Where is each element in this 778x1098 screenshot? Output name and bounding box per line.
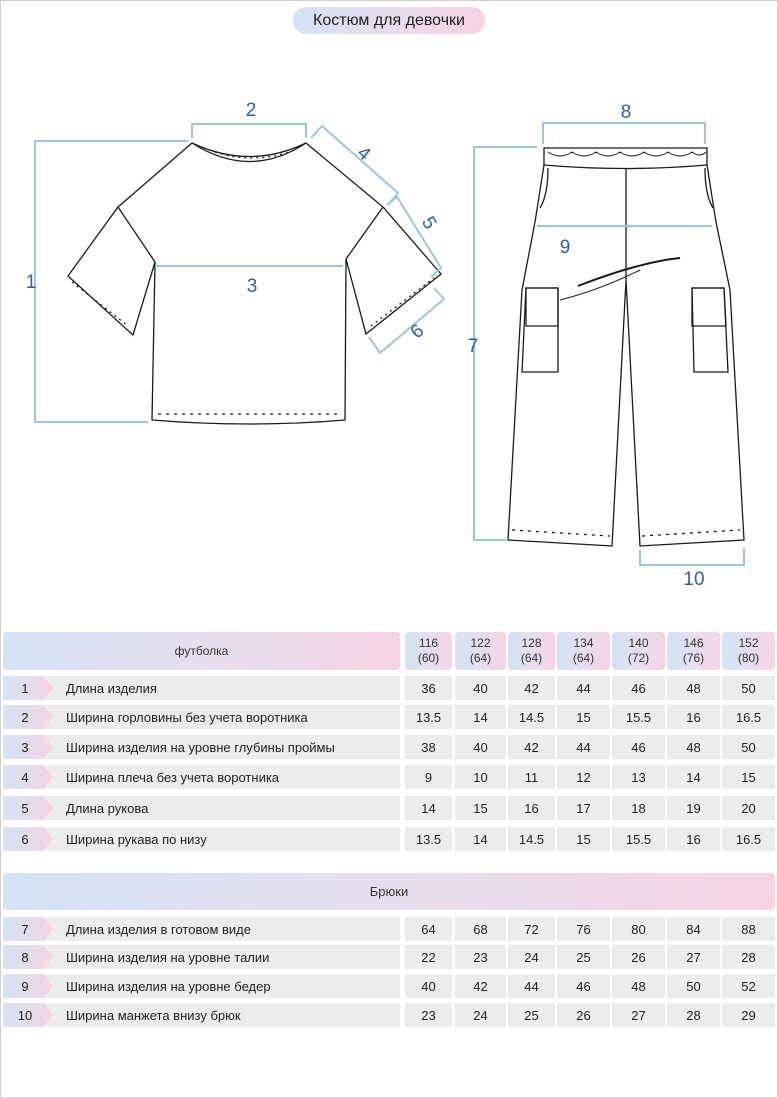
row-label: Ширина изделия на уровне бедер: [3, 974, 400, 998]
row-number-tab: [3, 827, 53, 851]
table-cell: 52: [722, 974, 775, 998]
table-cell: 44: [508, 974, 555, 998]
row-number-tab: [3, 974, 53, 998]
size-chest: (80): [737, 651, 760, 665]
size-chest: (64): [469, 651, 492, 665]
table-cell: 26: [557, 1003, 610, 1027]
row-number-tab: [3, 917, 53, 941]
row-label: Длина изделия: [3, 676, 400, 700]
table-cell: 24: [455, 1003, 506, 1027]
tshirt-table-header: футболка: [3, 632, 400, 670]
table-cell: 40: [405, 974, 452, 998]
size-chest: (76): [682, 651, 705, 665]
table-cell: 14: [667, 765, 720, 789]
dim-label-6: 6: [406, 320, 429, 344]
table-cell: 25: [508, 1003, 555, 1027]
table-cell: 16: [667, 705, 720, 729]
row-label: Ширина горловины без учета воротника: [3, 705, 400, 729]
row-label: Длина изделия в готовом виде: [3, 917, 400, 941]
table-cell: 27: [667, 945, 720, 969]
table-cell: 14.5: [508, 827, 555, 851]
size-height: 146: [683, 636, 704, 650]
table-cell: 14: [455, 827, 506, 851]
table-cell: 20: [722, 796, 775, 820]
row-number-tab: [3, 676, 53, 700]
table-cell: 40: [455, 676, 506, 700]
size-header: [455, 632, 506, 670]
dim-label-7: 7: [467, 336, 479, 357]
size-header: [612, 632, 665, 670]
dim-label-3: 3: [246, 276, 258, 297]
table-cell: 40: [455, 735, 506, 759]
table-cell: 15: [722, 765, 775, 789]
table-cell: 84: [667, 917, 720, 941]
row-number: 6: [21, 831, 29, 847]
row-number-tab: [3, 735, 53, 759]
table-cell: 13.5: [405, 827, 452, 851]
table-cell: 12: [557, 765, 610, 789]
table-cell: 48: [667, 735, 720, 759]
table-cell: 16.5: [722, 827, 775, 851]
table-cell: 25: [557, 945, 610, 969]
row-number: 4: [21, 769, 29, 785]
size-height: 122: [470, 636, 491, 650]
table-cell: 44: [557, 735, 610, 759]
size-header: [557, 632, 610, 670]
pants-drawing: [508, 148, 744, 546]
table-cell: 15.5: [612, 705, 665, 729]
table-cell: 27: [612, 1003, 665, 1027]
row-number: 10: [17, 1007, 33, 1023]
table-cell: 13: [612, 765, 665, 789]
table-cell: 50: [667, 974, 720, 998]
table-cell: 22: [405, 945, 452, 969]
row-number-tab: [3, 945, 53, 969]
size-height: 140: [628, 636, 649, 650]
table-cell: 26: [612, 945, 665, 969]
table-cell: 18: [612, 796, 665, 820]
table-cell: 11: [508, 765, 555, 789]
table-cell: 42: [455, 974, 506, 998]
row-number-tab: [3, 765, 53, 789]
dim-label-8: 8: [620, 102, 632, 123]
size-height: 116: [418, 636, 439, 650]
table-cell: 48: [612, 974, 665, 998]
table-cell: 15: [557, 705, 610, 729]
table-cell: 44: [557, 676, 610, 700]
row-number: 5: [21, 800, 29, 816]
row-number: 2: [21, 709, 29, 725]
pants-table-header: Брюки: [3, 873, 775, 910]
size-chest: (60): [417, 651, 440, 665]
size-height: 128: [521, 636, 542, 650]
table-cell: 42: [508, 735, 555, 759]
row-number-tab: [3, 796, 53, 820]
table-cell: 29: [722, 1003, 775, 1027]
table-cell: 9: [405, 765, 452, 789]
row-label: Ширина манжета внизу брюк: [3, 1003, 400, 1027]
table-cell: 15.5: [612, 827, 665, 851]
table-cell: 23: [405, 1003, 452, 1027]
table-cell: 16.5: [722, 705, 775, 729]
table-cell: 72: [508, 917, 555, 941]
size-header: [722, 632, 775, 670]
table-cell: 88: [722, 917, 775, 941]
table-cell: 76: [557, 917, 610, 941]
table-cell: 48: [667, 676, 720, 700]
size-header: [508, 632, 555, 670]
table-cell: 36: [405, 676, 452, 700]
row-label: Ширина изделия на уровне глубины проймы: [3, 735, 400, 759]
table-cell: 46: [612, 735, 665, 759]
dim-label-9: 9: [559, 237, 571, 258]
size-chest: (64): [572, 651, 595, 665]
table-cell: 28: [667, 1003, 720, 1027]
size-chest: (64): [520, 651, 543, 665]
table-cell: 46: [612, 676, 665, 700]
dim-label-5: 5: [416, 213, 441, 234]
size-header: [667, 632, 720, 670]
table-cell: 10: [455, 765, 506, 789]
table-cell: 24: [508, 945, 555, 969]
row-label: Длина рукова: [3, 796, 400, 820]
table-cell: 23: [455, 945, 506, 969]
size-header: [405, 632, 452, 670]
table-cell: 64: [405, 917, 452, 941]
table-cell: 15: [557, 827, 610, 851]
size-height: 134: [573, 636, 594, 650]
table-cell: 15: [455, 796, 506, 820]
row-number: 7: [21, 921, 29, 937]
row-number: 9: [21, 978, 29, 994]
size-height: 152: [738, 636, 759, 650]
page-title: Костюм для девочки: [293, 7, 485, 34]
row-number: 3: [21, 739, 29, 755]
table-cell: 38: [405, 735, 452, 759]
dim-label-2: 2: [245, 100, 257, 121]
table-cell: 68: [455, 917, 506, 941]
table-cell: 50: [722, 735, 775, 759]
table-cell: 42: [508, 676, 555, 700]
table-cell: 80: [612, 917, 665, 941]
row-number: 1: [21, 680, 29, 696]
row-number-tab: [3, 705, 53, 729]
dim-label-4: 4: [352, 142, 375, 166]
row-number-tab: [3, 1003, 53, 1027]
table-cell: 14: [455, 705, 506, 729]
dim-label-10: 10: [683, 569, 705, 590]
table-cell: 16: [667, 827, 720, 851]
table-cell: 19: [667, 796, 720, 820]
table-cell: 46: [557, 974, 610, 998]
row-label: Ширина изделия на уровне талии: [3, 945, 400, 969]
row-label: Ширина плеча без учета воротника: [3, 765, 400, 789]
table-cell: 28: [722, 945, 775, 969]
table-cell: 50: [722, 676, 775, 700]
row-label: Ширина рукава по низу: [3, 827, 400, 851]
table-cell: 14: [405, 796, 452, 820]
table-cell: 13.5: [405, 705, 452, 729]
table-cell: 14.5: [508, 705, 555, 729]
size-chest: (72): [627, 651, 650, 665]
row-number: 8: [21, 949, 29, 965]
table-cell: 17: [557, 796, 610, 820]
table-cell: 16: [508, 796, 555, 820]
dim-label-1: 1: [25, 272, 37, 293]
